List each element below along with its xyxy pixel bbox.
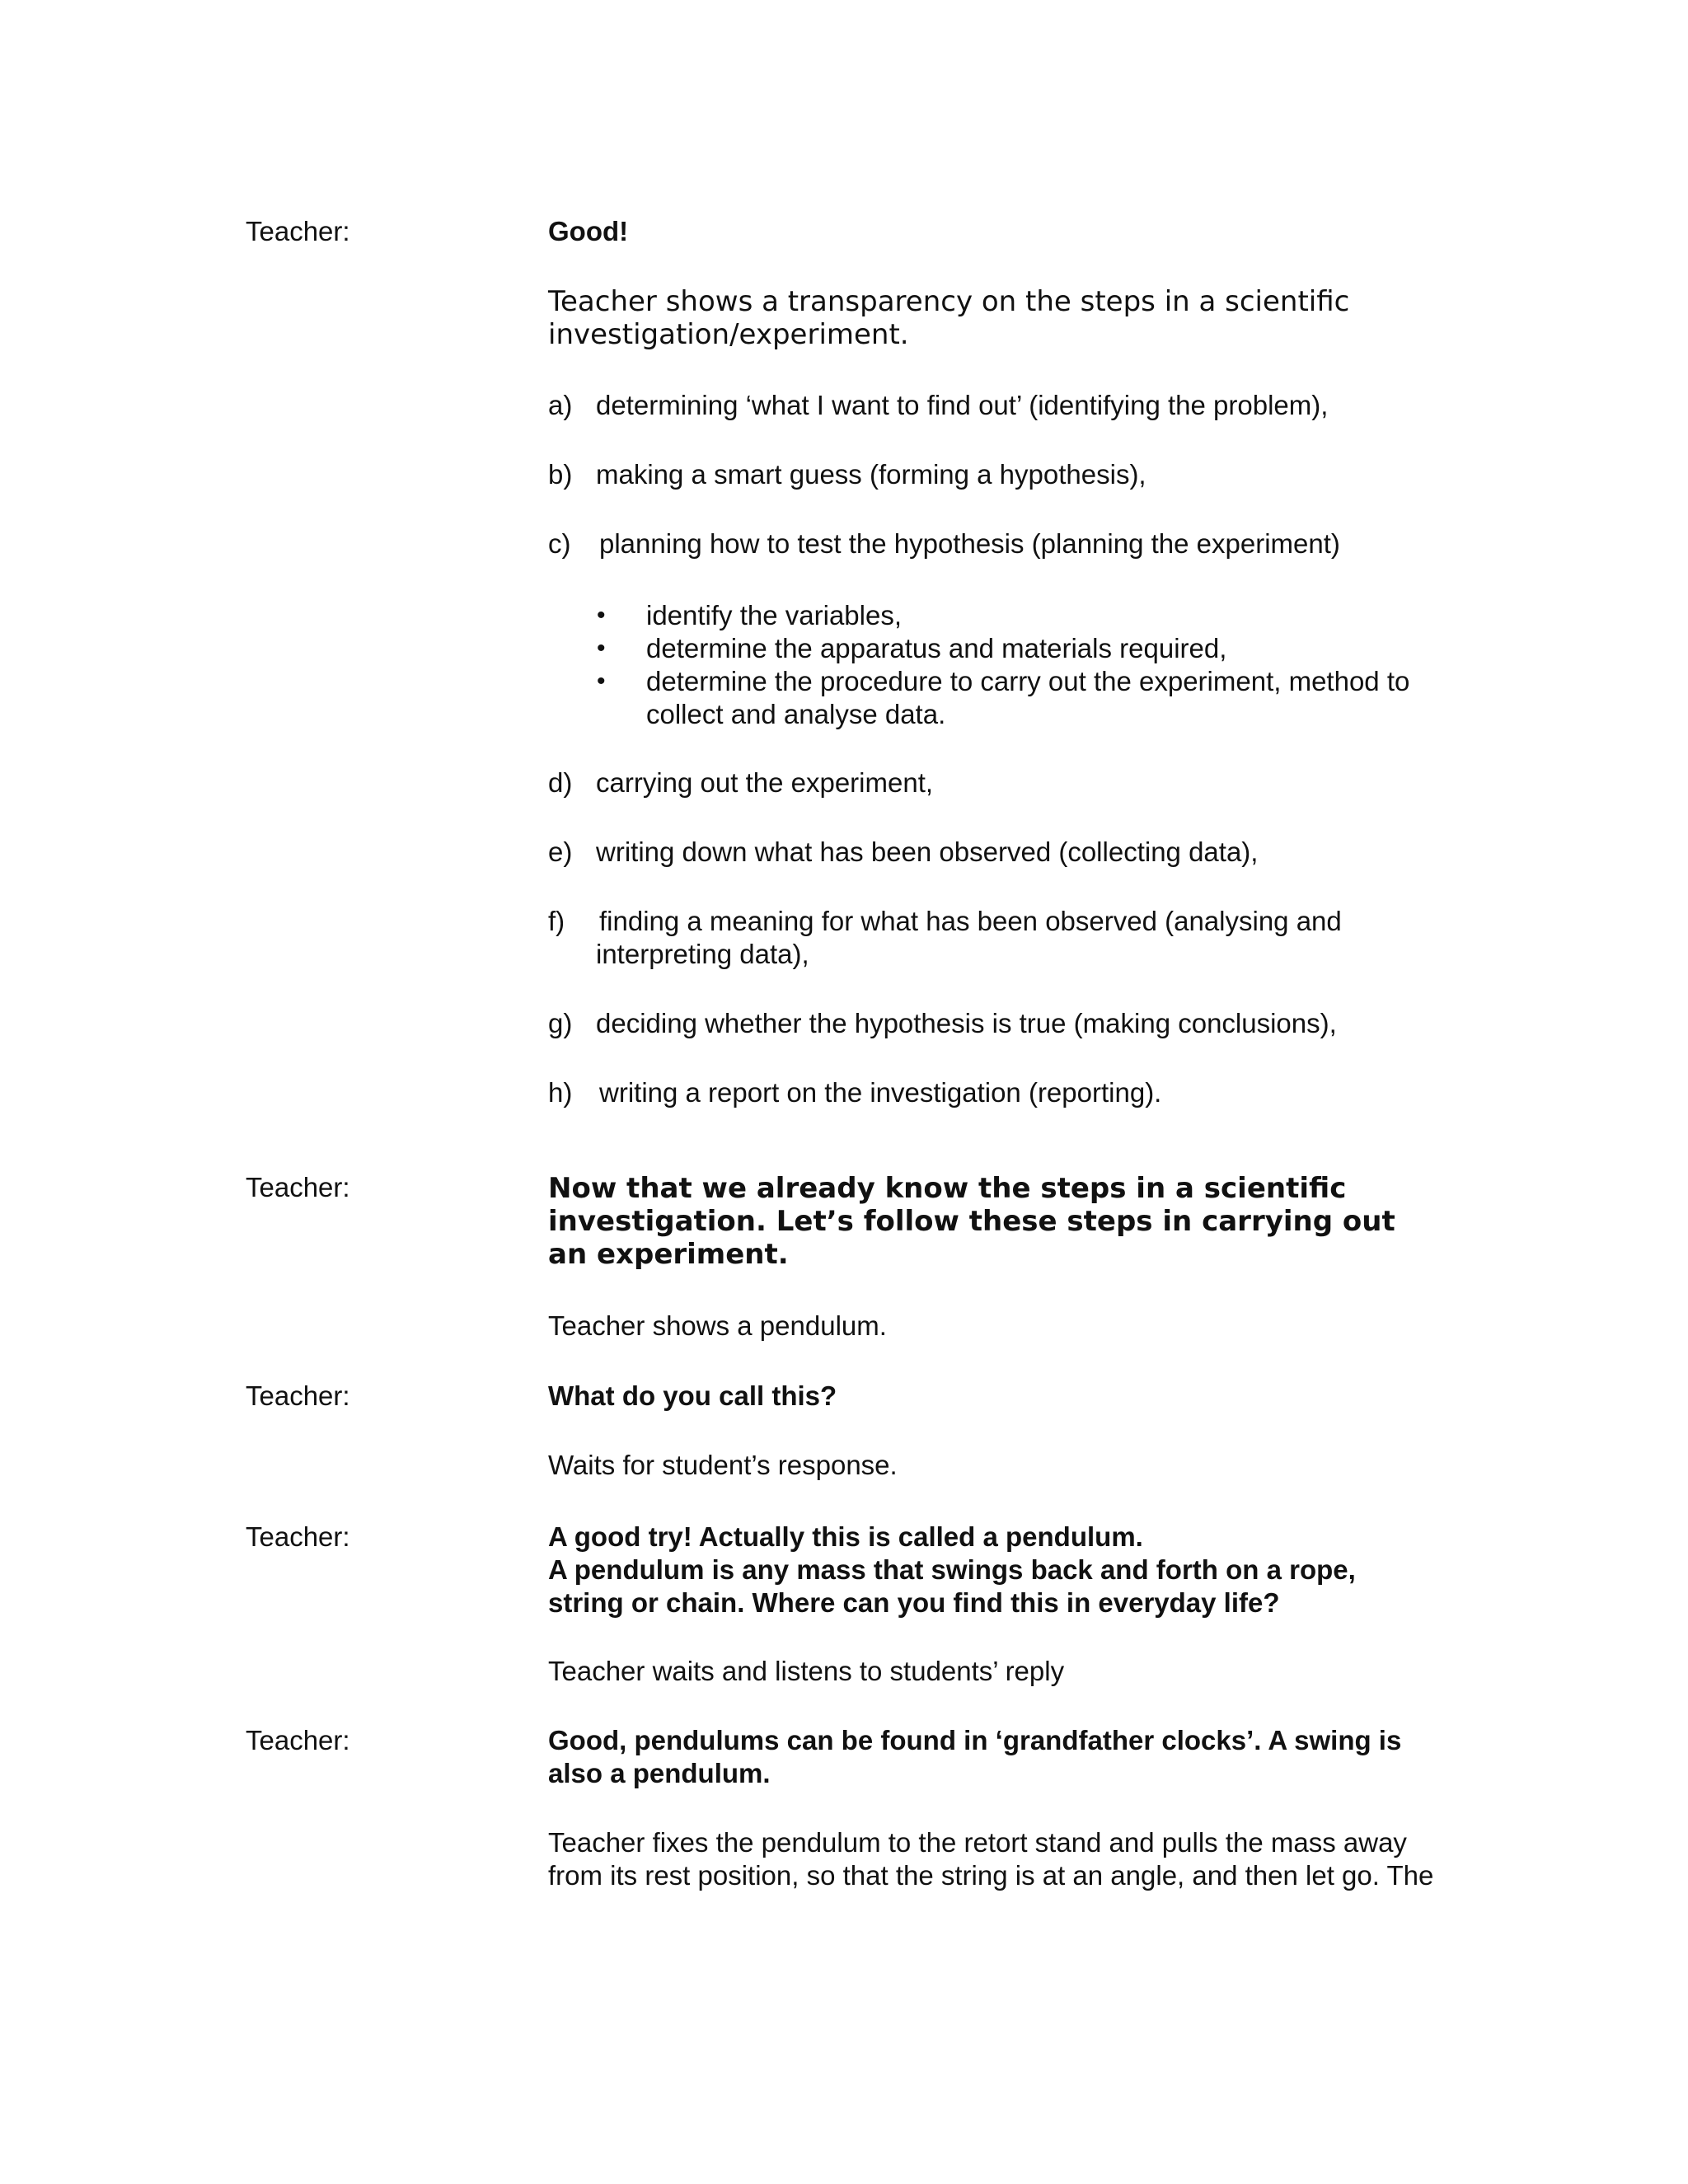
bullet-icon: • [597, 635, 606, 662]
step-marker: h) [548, 1077, 573, 1108]
speaker-label: Teacher: [246, 1380, 350, 1411]
step-marker: a) [548, 390, 573, 420]
teacher-speech: Good! [548, 216, 629, 246]
bullet-text: determine the procedure to carry out the experiment, method to collect and analyse data. [646, 666, 1410, 729]
step-text: planning how to test the hypothesis (planning the experiment) [599, 528, 1340, 559]
speaker-label: Teacher: [246, 216, 350, 246]
step-text: deciding whether the hypothesis is true (making conclusions), [596, 1008, 1337, 1038]
step-marker: c) [548, 528, 571, 559]
bullet-icon: • [597, 602, 606, 629]
teacher-speech-line: A pendulum is any mass that swings back and forth on a rope, string or chain. Where can you find this in everyday life? [548, 1554, 1356, 1618]
stage-direction: Teacher shows a pendulum. [548, 1310, 887, 1341]
teacher-speech-line: A good try! Actually this is called a pendulum. [548, 1521, 1143, 1552]
step-marker: b) [548, 459, 573, 490]
speaker-label: Teacher: [246, 1521, 350, 1552]
step-text: finding a meaning for what has been observed (analysing and interpreting data), [596, 906, 1342, 969]
speaker-label: Teacher: [246, 1172, 350, 1202]
step-marker: d) [548, 767, 573, 798]
step-marker: e) [548, 837, 573, 867]
teacher-speech: Good, pendulums can be found in ‘grandfather clocks’. A swing is also a pendulum. [548, 1725, 1402, 1788]
step-marker: g) [548, 1008, 573, 1038]
stage-direction: Waits for student’s response. [548, 1450, 898, 1480]
stage-direction: Teacher fixes the pendulum to the retort stand and pulls the mass away from its rest position, so that the string is at an angle, and then let go. The [548, 1827, 1434, 1891]
speaker-label: Teacher: [246, 1725, 350, 1755]
step-text: writing a report on the investigation (reporting). [599, 1077, 1162, 1108]
step-text: determining ‘what I want to find out’ (identifying the problem), [596, 390, 1329, 420]
step-text: carrying out the experiment, [596, 767, 934, 798]
step-text: writing down what has been observed (collecting data), [596, 837, 1259, 867]
bullet-text: identify the variables, [646, 600, 903, 630]
stage-direction: Teacher shows a transparency on the steps in a scientific investigation/experiment. [548, 285, 1350, 351]
bullet-icon: • [597, 668, 606, 695]
stage-direction: Teacher waits and listens to students’ reply [548, 1656, 1065, 1686]
teacher-speech: What do you call this? [548, 1380, 837, 1411]
bullet-text: determine the apparatus and materials required, [646, 633, 1227, 663]
step-text: making a smart guess (forming a hypothesis), [596, 459, 1146, 490]
teacher-speech: Now that we already know the steps in a scientific investigation. Let’s follow these steps in carrying out an experiment. [548, 1172, 1395, 1271]
step-marker: f) [548, 906, 565, 936]
